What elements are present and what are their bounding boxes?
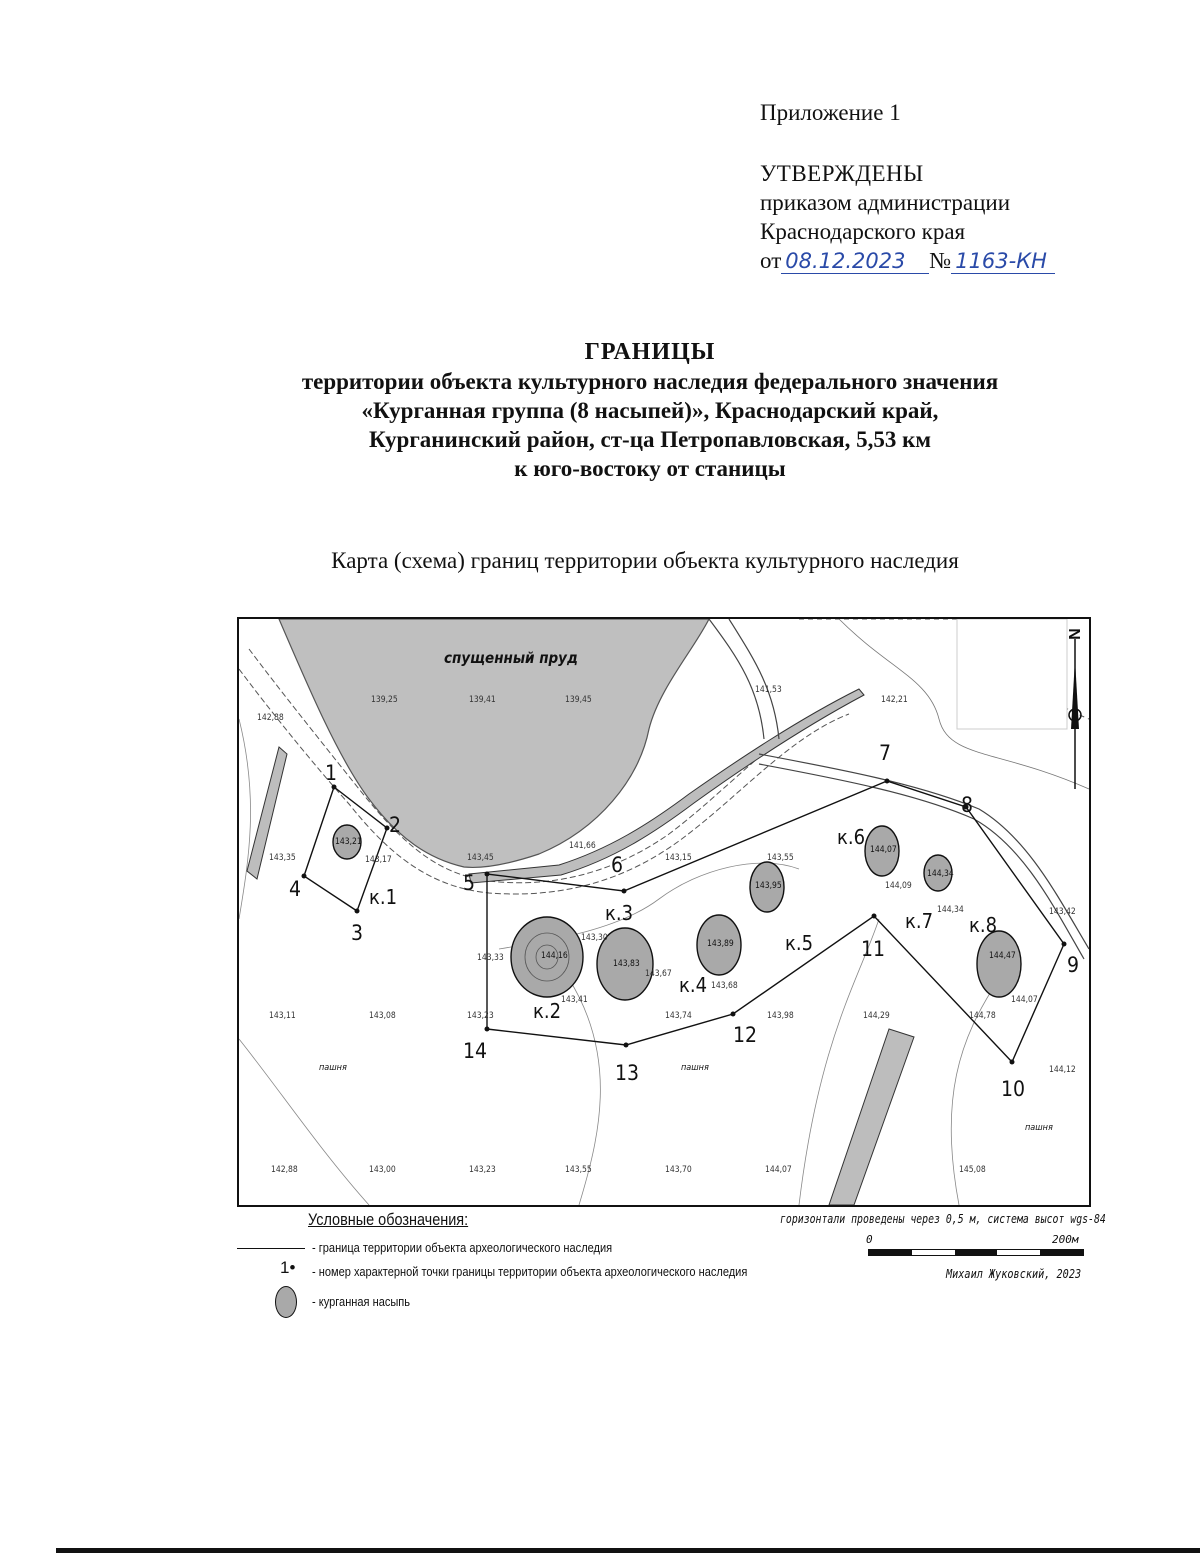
legend-point-symbol: 1•	[280, 1258, 296, 1277]
point-label-7: 7	[879, 741, 892, 765]
kurgan-label-6: к.6	[837, 825, 866, 849]
mound-value-2: 144,16	[541, 951, 568, 961]
point-label-13: 13	[615, 1061, 640, 1085]
legend-mound-symbol	[275, 1286, 297, 1318]
point-label-3: 3	[351, 921, 364, 945]
point-label-8: 8	[961, 793, 974, 817]
point-label-5: 5	[463, 871, 476, 895]
handwritten-number: 1163-КН	[951, 249, 1055, 274]
document-title	[0, 338, 1200, 483]
elevation-label: 139,25	[371, 695, 398, 705]
point-label-10: 10	[1001, 1077, 1026, 1101]
elevation-label: 139,41	[469, 695, 496, 705]
elevation-label: 143,68	[711, 981, 738, 991]
approval-block	[760, 98, 1055, 275]
map-author: Михаил Жуковский, 2023	[946, 1267, 1082, 1281]
title-line-3: Курганинский район, ст-ца Петропавловская, 5,53 км	[368, 427, 932, 452]
approval-date-line	[760, 246, 1055, 275]
legend-boundary-symbol	[237, 1248, 305, 1249]
title-line-2: «Курганная группа (8 насыпей)», Краснодарский край,	[361, 398, 939, 423]
field-label-2: пашня	[681, 1063, 709, 1073]
scale-start-label: 0	[866, 1233, 873, 1246]
elevation-label: 144,78	[969, 1011, 996, 1021]
mound-value-5: 143,95	[755, 881, 782, 891]
elevation-label: 143,98	[767, 1011, 794, 1021]
number-label: №	[929, 248, 952, 273]
elevation-label: 143,35	[269, 853, 296, 863]
elevation-label: 141,66	[569, 841, 596, 851]
point-label-6: 6	[611, 853, 624, 877]
elevation-label: 143,23	[467, 1011, 494, 1021]
legend-boundary-text: - граница территории объекта археологического наследия	[312, 1240, 613, 1255]
mound-value-3: 143,83	[613, 959, 640, 969]
elevation-label: 144,09	[885, 881, 912, 891]
elevation-label: 142,21	[881, 695, 908, 705]
mound-value-4: 143,89	[707, 939, 734, 949]
approval-line-2: Краснодарского края	[760, 219, 966, 244]
mound-value-8: 144,47	[989, 951, 1016, 961]
title-line-4: к юго-востоку от станицы	[514, 456, 786, 481]
scan-edge-line	[56, 1548, 1200, 1553]
elevation-label: 143,15	[665, 853, 692, 863]
elevation-label: 143,45	[467, 853, 494, 863]
point-label-9: 9	[1067, 953, 1080, 977]
elevation-label: 143,33	[477, 953, 504, 963]
contour-note: горизонтали проведены через 0,5 м, система высот wgs-84	[780, 1212, 1106, 1226]
point-label-14: 14	[463, 1039, 488, 1063]
scale-end-label: 200м	[1052, 1233, 1079, 1246]
legend-point-text: - номер характерной точки границы территории объекта археологического наследия	[312, 1264, 748, 1279]
elevation-label: 144,12	[1049, 1065, 1076, 1075]
elevation-label: 145,08	[959, 1165, 986, 1175]
elevation-label: 143,67	[645, 969, 672, 979]
elevation-label: 143,08	[369, 1011, 396, 1021]
elevation-label: 144,29	[863, 1011, 890, 1021]
elevation-label: 143,42	[1049, 907, 1076, 917]
mound-value-6: 144,07	[870, 845, 897, 855]
point-label-12: 12	[733, 1023, 758, 1047]
elevation-label: 143,00	[369, 1165, 396, 1175]
legend-mound-text: - курганная насыпь	[312, 1294, 411, 1309]
field-label-1: пашня	[319, 1063, 347, 1073]
point-label-1: 1	[325, 761, 338, 785]
kurgan-label-4: к.4	[679, 973, 708, 997]
elevation-label: 142,88	[271, 1165, 298, 1175]
elevation-label: 143,55	[565, 1165, 592, 1175]
appendix-label: Приложение 1	[760, 100, 901, 125]
approved-label: УТВЕРЖДЕНЫ	[760, 161, 924, 186]
kurgan-label-7: к.7	[905, 909, 934, 933]
elevation-label: 144,07	[765, 1165, 792, 1175]
kurgan-label-8: к.8	[969, 913, 998, 937]
point-label-11: 11	[861, 937, 886, 961]
title-line-1: территории объекта культурного наследия федерального значения	[301, 369, 999, 394]
elevation-label: 144,07	[1011, 995, 1038, 1005]
elevation-label: 143,55	[767, 853, 794, 863]
point-label-4: 4	[289, 877, 302, 901]
elevation-label: 143,23	[469, 1165, 496, 1175]
elevation-label: 142,88	[257, 713, 284, 723]
kurgan-label-5: к.5	[785, 931, 814, 955]
elevation-label: 143,41	[561, 995, 588, 1005]
map-subtitle: Карта (схема) границ территории объекта культурного наследия	[331, 548, 959, 573]
legend-title: Условные обозначения:	[308, 1210, 469, 1229]
elevation-label: 141,53	[755, 685, 782, 695]
elevation-label: 143,17	[365, 855, 392, 865]
title-main: ГРАНИЦЫ	[584, 339, 716, 365]
kurgan-label-3: к.3	[605, 901, 634, 925]
north-label: N	[1064, 628, 1082, 640]
kurgan-label-2: к.2	[533, 999, 562, 1023]
boundary-map	[237, 617, 1091, 1207]
elevation-label: 139,45	[565, 695, 592, 705]
approval-line-1: приказом администрации	[760, 190, 1011, 215]
kurgan-label-1: к.1	[369, 885, 398, 909]
scale-bar	[868, 1249, 1084, 1256]
field-label-3: пашня	[1025, 1123, 1053, 1133]
point-label-2: 2	[389, 813, 402, 837]
pond-label: спущенный пруд	[444, 649, 578, 667]
tree-strip-bottom	[829, 1029, 914, 1205]
elevation-label: 143,74	[665, 1011, 692, 1021]
handwritten-date: 08.12.2023	[781, 249, 929, 274]
from-label: от	[760, 248, 782, 273]
mound-value-7: 144,34	[927, 869, 954, 879]
mound-value-1: 143,21	[335, 837, 362, 847]
elevation-label: 143,70	[665, 1165, 692, 1175]
elevation-label: 143,11	[269, 1011, 296, 1021]
elevation-label: 144,34	[937, 905, 964, 915]
elevation-label: 143,30	[581, 933, 608, 943]
